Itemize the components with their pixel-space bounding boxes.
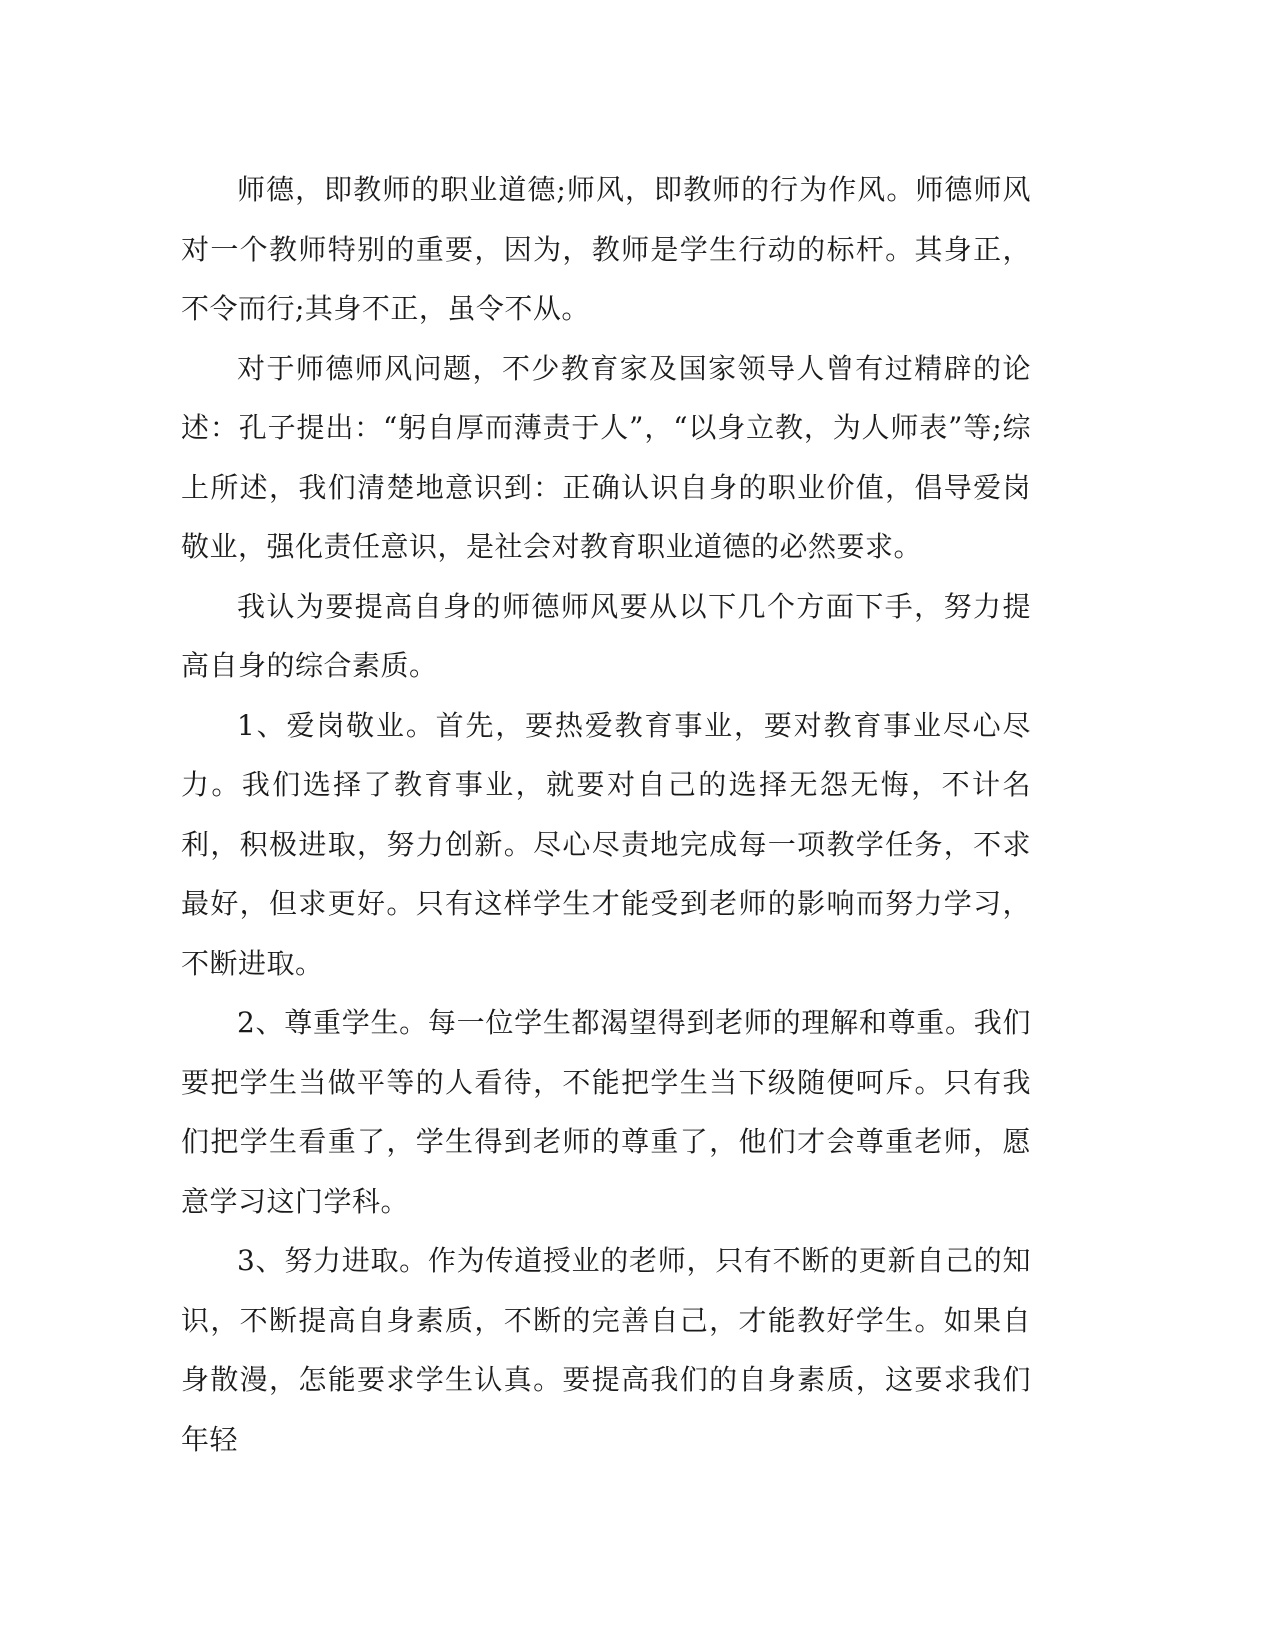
- paragraph-2: 对于师德师风问题，不少教育家及国家领导人曾有过精辟的论述：孔子提出：“躬自厚而薄责于人”，“以身立教，为人师表”等;综上所述，我们清楚地意识到：正确认识自身的职业价值，倡导爱岗敬业，强化责任意识，是社会对教育职业道德的必然要求。: [181, 351, 1031, 563]
- paragraph-5: 2、尊重学生。每一位学生都渴望得到老师的理解和尊重。我们要把学生当做平等的人看待，不能把学生当下级随便呵斥。只有我们把学生看重了，学生得到老师的尊重了，他们才会尊重老师，愿意学习这门学科。: [181, 1006, 1031, 1218]
- paragraph-6: 3、努力进取。作为传道授业的老师，只有不断的更新自己的知识，不断提高自身素质，不断的完善自己，才能教好学生。如果自身散漫，怎能要求学生认真。要提高我们的自身素质，这要求我们年轻: [181, 1244, 1031, 1456]
- document-body: [181, 160, 1031, 1469]
- paragraph-1: 师德，即教师的职业道德;师风，即教师的行为作风。师德师风对一个教师特别的重要，因为，教师是学生行动的标杆。其身正，不令而行;其身不正，虽令不从。: [181, 173, 1031, 325]
- paragraph-3: 我认为要提高自身的师德师风要从以下几个方面下手，努力提高自身的综合素质。: [181, 589, 1031, 682]
- paragraph-4: 1、爱岗敬业。首先，要热爱教育事业，要对教育事业尽心尽力。我们选择了教育事业，就要对自己的选择无怨无悔，不计名利，积极进取，努力创新。尽心尽责地完成每一项教学任务，不求最好，但求更好。只有这样学生才能受到老师的影响而努力学习，不断进取。: [181, 708, 1031, 980]
